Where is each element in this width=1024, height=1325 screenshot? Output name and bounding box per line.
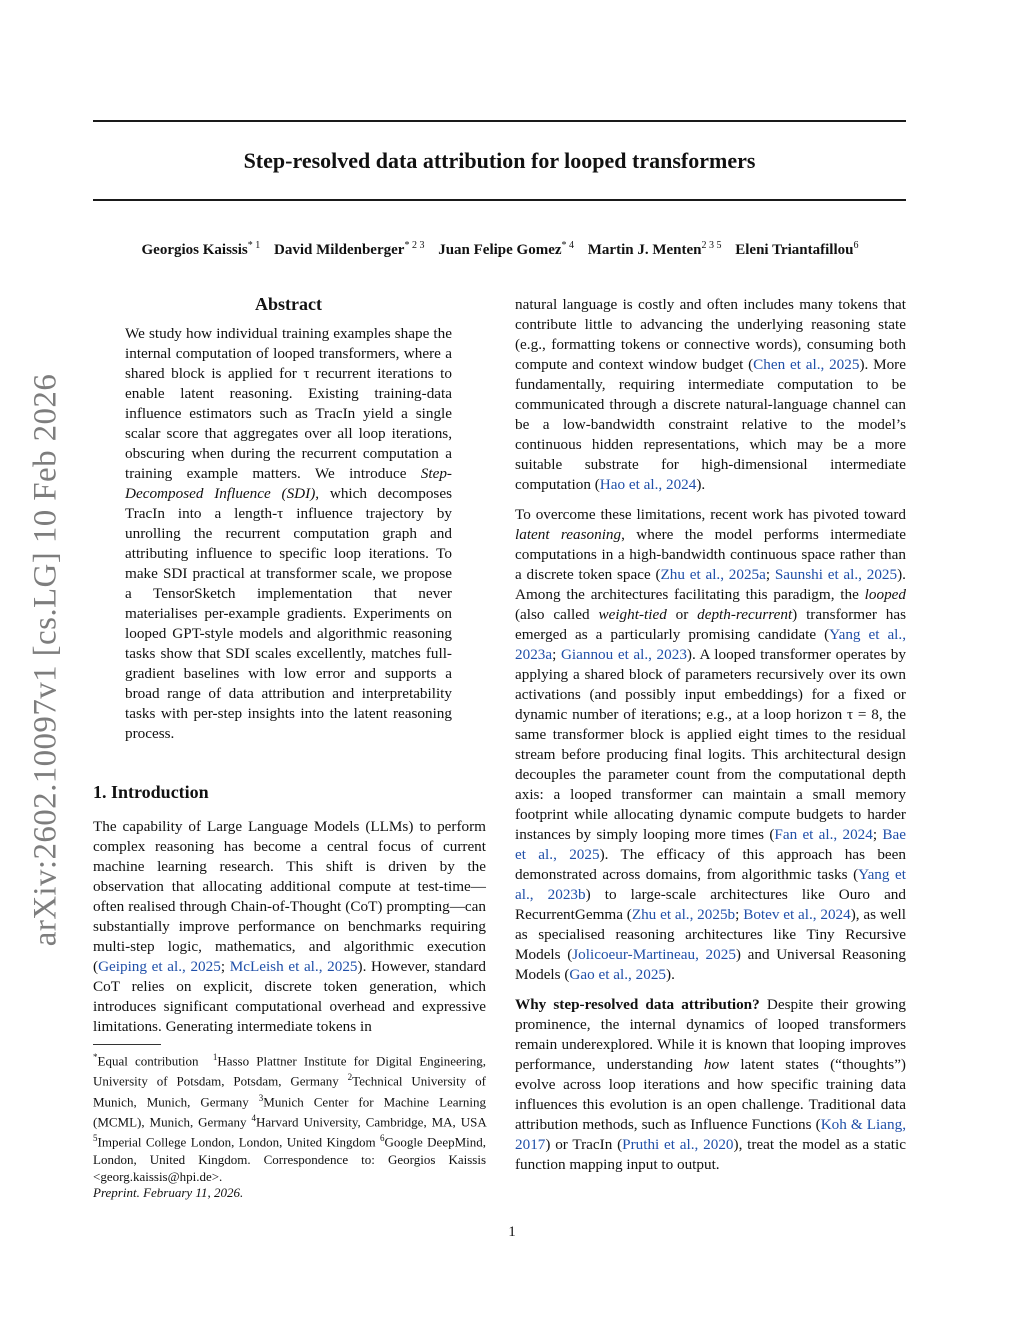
author-affiliation: 6 — [853, 240, 859, 251]
author-affiliation: 2 3 5 — [701, 240, 722, 251]
author — [438, 242, 574, 258]
text-run: ). — [666, 966, 675, 983]
top-rule — [93, 120, 906, 122]
preprint-note: Preprint. February 11, 2026. — [93, 1185, 244, 1200]
text-run: ). A looped transformer operates by applying a shared block of parameters recursively over its own activations (and possibly input embeddings) for a fixed or dynamic number of iterations; e.g., at a loop horizon τ = 8, the same transformer block is applied eight times to the residual stream before producing final logits. This architectural design decouples the parameter count from the computational depth axis: a looped transformer can maintain a small memory footprint while allocating dynamic compute budgets to harder instances by simply looping more times ( — [515, 646, 906, 843]
page-number: 1 — [508, 1224, 516, 1240]
text-run: , which decomposes TracIn into a length-τ influence trajectory by unrolling the recurrent computation graph and attributing influence to specific loop iterations. To make SDI practical at transformer scale, we propose a TensorSketch implementation that never materialises per-example gradients. Experiments on looped GPT-style models and algorithmic reasoning tasks show that SDI scales excellently, matches full-gradient baselines with low error and supports a broad range of data attribution and interpretability tasks with per-step insights into the latent reasoning process. — [125, 485, 452, 742]
citation-link[interactable]: Bae et al., 2025 — [515, 826, 906, 863]
abstract-heading: Abstract — [255, 294, 322, 314]
section-heading-introduction: 1. Introduction — [93, 782, 209, 802]
text-run: ). However, standard CoT relies on explicit, discrete token generation, which introduces significant computational overhead and expressive limitations. Generating intermediate tokens in — [93, 958, 486, 1035]
citation-link[interactable]: Zhu et al., 2025a — [660, 566, 766, 583]
footnote-text: Google DeepMind, London, United Kingdom. Correspondence to: Georgios Kaissis <georg.kaissis@hpi.de>. — [93, 1134, 487, 1184]
emphasis: looped — [864, 586, 906, 603]
citation-link[interactable]: Saunshi et al., 2025 — [774, 566, 898, 583]
footnote-marker: 5 — [93, 1133, 98, 1144]
author-affiliation: * 2 3 — [404, 240, 425, 251]
author-list — [60, 236, 940, 260]
paragraph — [515, 995, 906, 1175]
text-run: Despite their growing prominence, the internal dynamics of looped transformers remain underexplored. While it is known that looping improves performance, understanding — [515, 996, 906, 1073]
citation-link[interactable]: Chen et al., 2025 — [753, 356, 860, 373]
text-run: or — [666, 606, 698, 623]
footnote-text: Equal contribution — [97, 1053, 199, 1069]
text-run: ). The efficacy of this approach has been demonstrated across domains, from algorithmic tasks ( — [515, 846, 906, 883]
text-run: ) transformer has emerged as a particularly promising candidate ( — [515, 606, 906, 643]
text-run: latent states (“thoughts”) evolve across loop iterations and how specific training data influences this evolution is an open challenge. Traditional data attribution methods, such as Influence Functions ( — [515, 1056, 906, 1133]
footnote-marker: 3 — [258, 1092, 264, 1103]
citation-link[interactable]: Geiping et al., 2025 — [98, 958, 221, 975]
citation-link[interactable]: Gao et al., 2025 — [569, 966, 667, 983]
footnote-text: Munich Center for Machine Learning (MCML), Munich, Germany — [93, 1093, 486, 1130]
citation-link[interactable]: Koh & Liang, 2017 — [515, 1116, 906, 1153]
citation-link[interactable]: Hao et al., 2024 — [599, 476, 697, 493]
text-run: ). — [696, 476, 706, 493]
text-run: ). Among the architectures facilitating this paradigm, the — [515, 566, 906, 603]
arxiv-sidebar-stamp: arXiv:2602.10097v1 [cs.LG] 10 Feb 2026 — [27, 373, 64, 947]
text-run: ) or TracIn ( — [545, 1136, 623, 1153]
citation-link[interactable]: Botev et al., 2024 — [743, 906, 851, 923]
text-run: The capability of Large Language Models (LLMs) to perform complex reasoning has become a central focus of current machine learning research. This shift is driven by the observation that allocating additional compute at test-time—often realised through Chain-of-Thought (CoT) prompting—can substantially improve performance on benchmarks requiring multi-step logic, mathematics, and algorithmic execution ( — [93, 818, 486, 975]
citation-link[interactable]: Fan et al., 2024 — [774, 826, 873, 843]
author-name: Eleni Triantafillou — [735, 242, 854, 258]
text-run: ), as well as specialised reasoning architectures like Tiny Recursive Models ( — [515, 906, 906, 963]
text-run: ; — [220, 958, 230, 975]
footnote-text: Imperial College London, London, United Kingdom — [97, 1134, 376, 1150]
citation-link[interactable]: Yang et al., 2023a — [515, 626, 906, 663]
emphasis: latent reasoning — [515, 526, 622, 543]
emphasis: weight-tied — [598, 606, 667, 623]
paragraph — [515, 295, 906, 495]
text-run: To overcome these limitations, recent work has pivoted toward — [515, 506, 906, 523]
right-column — [515, 295, 906, 1185]
text-run: , where the model performs intermediate computations in a high-bandwidth continuous space rather than a discrete token space ( — [515, 526, 906, 583]
emphasis: depth-recurrent — [697, 606, 793, 623]
title-bottom-rule — [93, 199, 906, 201]
text-run: ) and Universal Reasoning Models ( — [515, 946, 906, 983]
text-run: ). More fundamentally, requiring intermediate computation to be communicated through a discrete natural-language channel can be a low-bandwidth constraint relative to the model’s continuous hidden representations, which may be a more suitable substrate for high-dimensional intermediate computation ( — [515, 356, 906, 493]
footnote-marker: 6 — [380, 1133, 385, 1144]
left-column — [93, 817, 486, 1047]
method-name: Step-Decomposed Influence (SDI) — [125, 465, 452, 502]
author — [735, 242, 858, 258]
citation-link[interactable]: Yang et al., 2023b — [515, 866, 906, 903]
author-name: David Mildenberger — [274, 242, 405, 258]
footnote-marker: 4 — [251, 1112, 256, 1123]
abstract-body — [125, 324, 452, 744]
text-run: ; — [552, 646, 561, 663]
citation-link[interactable]: Jolicoeur-Martineau, 2025 — [572, 946, 736, 963]
text-run: (also called — [515, 606, 599, 623]
footnote-text: Hasso Plattner Institute for Digital Engineering, University of Potsdam, Potsdam, Germany — [93, 1053, 486, 1089]
text-run: ; — [735, 906, 744, 923]
footnote-rule — [93, 1044, 161, 1045]
author-affiliation: * 4 — [561, 240, 575, 251]
author-name: Juan Felipe Gomez — [438, 242, 562, 258]
text-run: ), treat the model as a static function mapping input to output. — [515, 1136, 906, 1173]
emphasis: how — [703, 1056, 730, 1073]
footnote-marker: 1 — [212, 1052, 218, 1062]
text-run: We study how individual training examples shape the internal computation of looped transformers, where a shared block is applied for τ recurrent iterations to enable latent reasoning. Existing training-data influence estimators such as TracIn yield a single scalar score that aggregates over all loop iterations, obscuring when during the recurrent computation a training example matters. We introduce — [125, 325, 452, 482]
text-run: ; — [765, 566, 775, 583]
paragraph — [515, 505, 906, 985]
footnote-marker: * — [93, 1052, 98, 1062]
text-run: natural language is costly and often includes many tokens that contribute little to advancing the underlying reasoning state (e.g., formatting tokens or connective words), consuming both compute and context window budget ( — [515, 296, 906, 373]
paragraph-run-in-heading: Why step-resolved data attribution? — [515, 996, 760, 1013]
affiliations-footnote — [93, 1049, 486, 1185]
author — [274, 242, 424, 258]
citation-link[interactable]: Zhu et al., 2025b — [631, 906, 736, 923]
citation-link[interactable]: Giannou et al., 2023 — [560, 646, 687, 663]
author-affiliation: * 1 — [247, 240, 261, 251]
citation-link[interactable]: McLeish et al., 2025 — [229, 958, 358, 975]
footnote-text: Harvard University, Cambridge, MA, USA — [255, 1114, 487, 1130]
text-run: ) to large-scale architectures like Ouro and RecurrentGemma ( — [515, 886, 906, 923]
paragraph — [93, 817, 486, 1037]
text-run: ; — [872, 826, 883, 843]
footnote-text: Technical University of Munich, Munich, Germany — [93, 1073, 486, 1109]
author — [588, 242, 722, 258]
citation-link[interactable]: Pruthi et al., 2020 — [622, 1136, 734, 1153]
author — [142, 242, 261, 258]
author-name: Martin J. Menten — [587, 242, 702, 258]
paper-title: Step-resolved data attribution for looped transformers — [243, 148, 756, 173]
author-name: Georgios Kaissis — [141, 242, 248, 258]
footnote-marker: 2 — [347, 1072, 353, 1083]
